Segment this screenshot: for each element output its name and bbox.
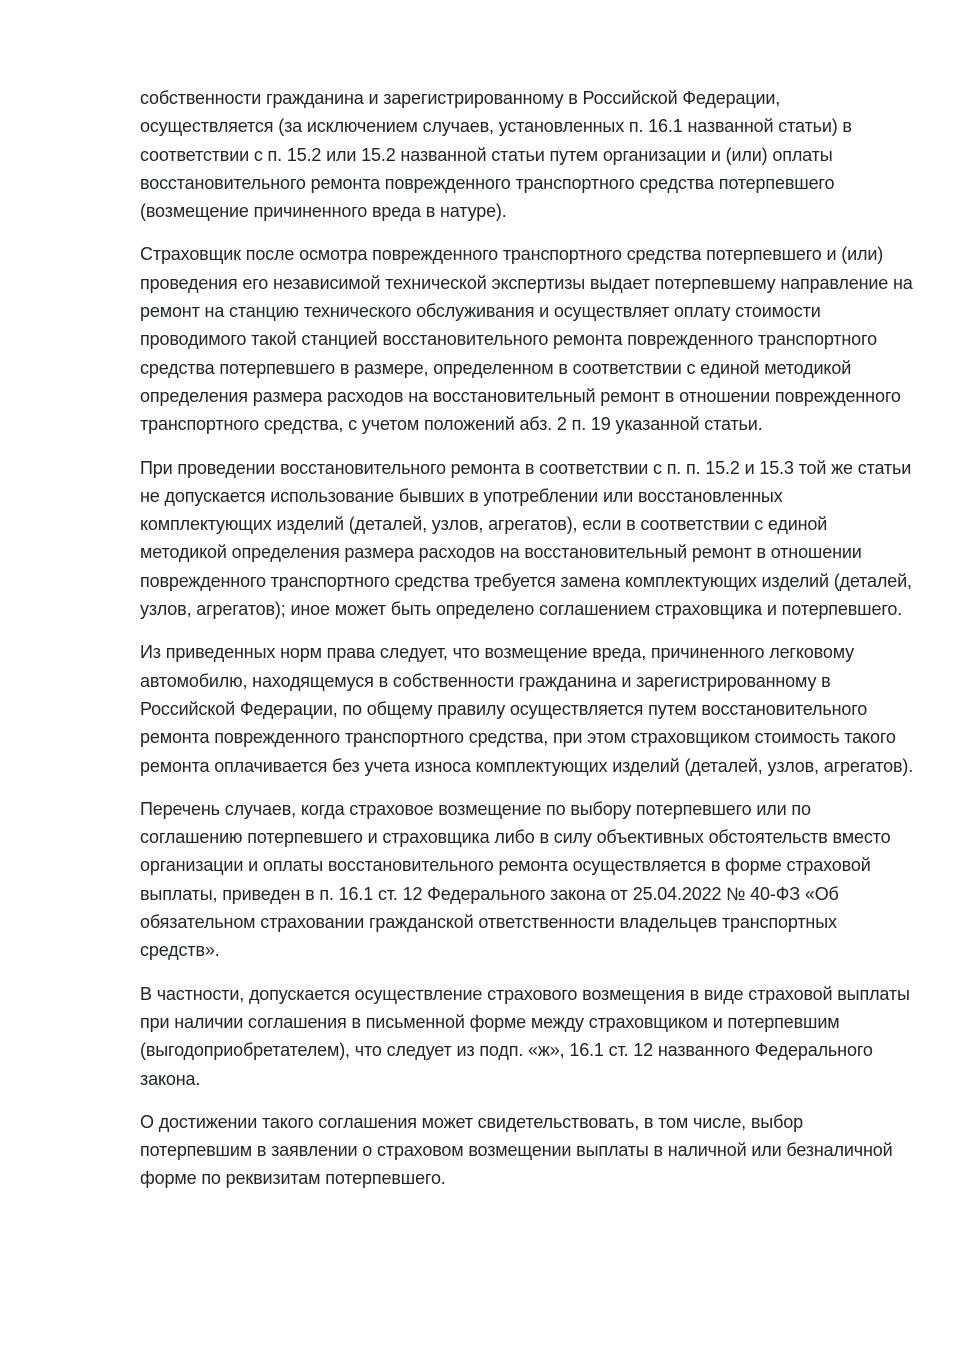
paragraph: Страховщик после осмотра поврежденного транспортного средства потерпевшего и (или) проведения его независимой технической экспертизы выдает потерпевшему направление на ремонт на станцию технического обслуживания и осуществляет оплату стоимости проводимого такой станцией восстановительного ремонта поврежденного транспортного средства потерпевшего в размере, определенном в соответствии с единой методикой определения размера расходов на восстановительный ремонт в отношении поврежденного транспортного средства, с учетом положений абз. 2 п. 19 указанной статьи. [140, 244, 913, 435]
paragraph: В частности, допускается осуществление страхового возмещения в виде страховой выплаты при наличии соглашения в письменной форме между страховщиком и потерпевшим (выгодоприобретателем), что следует из подп. «ж», 16.1 ст. 12 названного Федерального закона. [140, 983, 910, 1089]
legal-text-block [140, 84, 915, 1193]
paragraph: Из приведенных норм права следует, что возмещение вреда, причиненного легковому автомобилю, находящемуся в собственности гражданина и зарегистрированному в Российской Федерации, по общему правилу осуществляется путем восстановительного ремонта поврежденного транспортного средства, при этом страховщиком стоимость такого ремонта оплачивается без учета износа комплектующих изделий (деталей, узлов, агрегатов). [140, 642, 914, 776]
paragraph: Перечень случаев, когда страховое возмещение по выбору потерпевшего или по соглашению потерпевшего и страховщика либо в силу объективных обстоятельств вместо организации и оплаты восстановительного ремонта осуществляется в форме страховой выплаты, приведен в п. 16.1 ст. 12 Федерального закона от 25.04.2022 № 40-ФЗ «Об обязательном страховании гражданской ответственности владельцев транспортных средств». [140, 798, 891, 961]
paragraph: О достижении такого соглашения может свидетельствовать, в том числе, выбор потерпевшим в заявлении о страховом возмещении выплаты в наличной или безналичной форме по реквизитам потерпевшего. [140, 1111, 893, 1189]
paragraph: При проведении восстановительного ремонта в соответствии с п. п. 15.2 и 15.3 той же статьи не допускается использование бывших в употреблении или восстановленных комплектующих изделий (деталей, узлов, агрегатов), если в соответствии с единой методикой определения размера расходов на восстановительный ремонт в отношении поврежденного транспортного средства требуется замена комплектующих изделий (деталей, узлов, агрегатов); иное может быть определено соглашением страховщика и потерпевшего. [140, 457, 912, 620]
paragraph: собственности гражданина и зарегистрированному в Российской Федерации, осуществляется (за исключением случаев, установленных п. 16.1 названной статьи) в соответствии с п. 15.2 или 15.2 названной статьи путем организации и (или) оплаты восстановительного ремонта поврежденного транспортного средства потерпевшего (возмещение причиненного вреда в натуре). [140, 88, 852, 222]
